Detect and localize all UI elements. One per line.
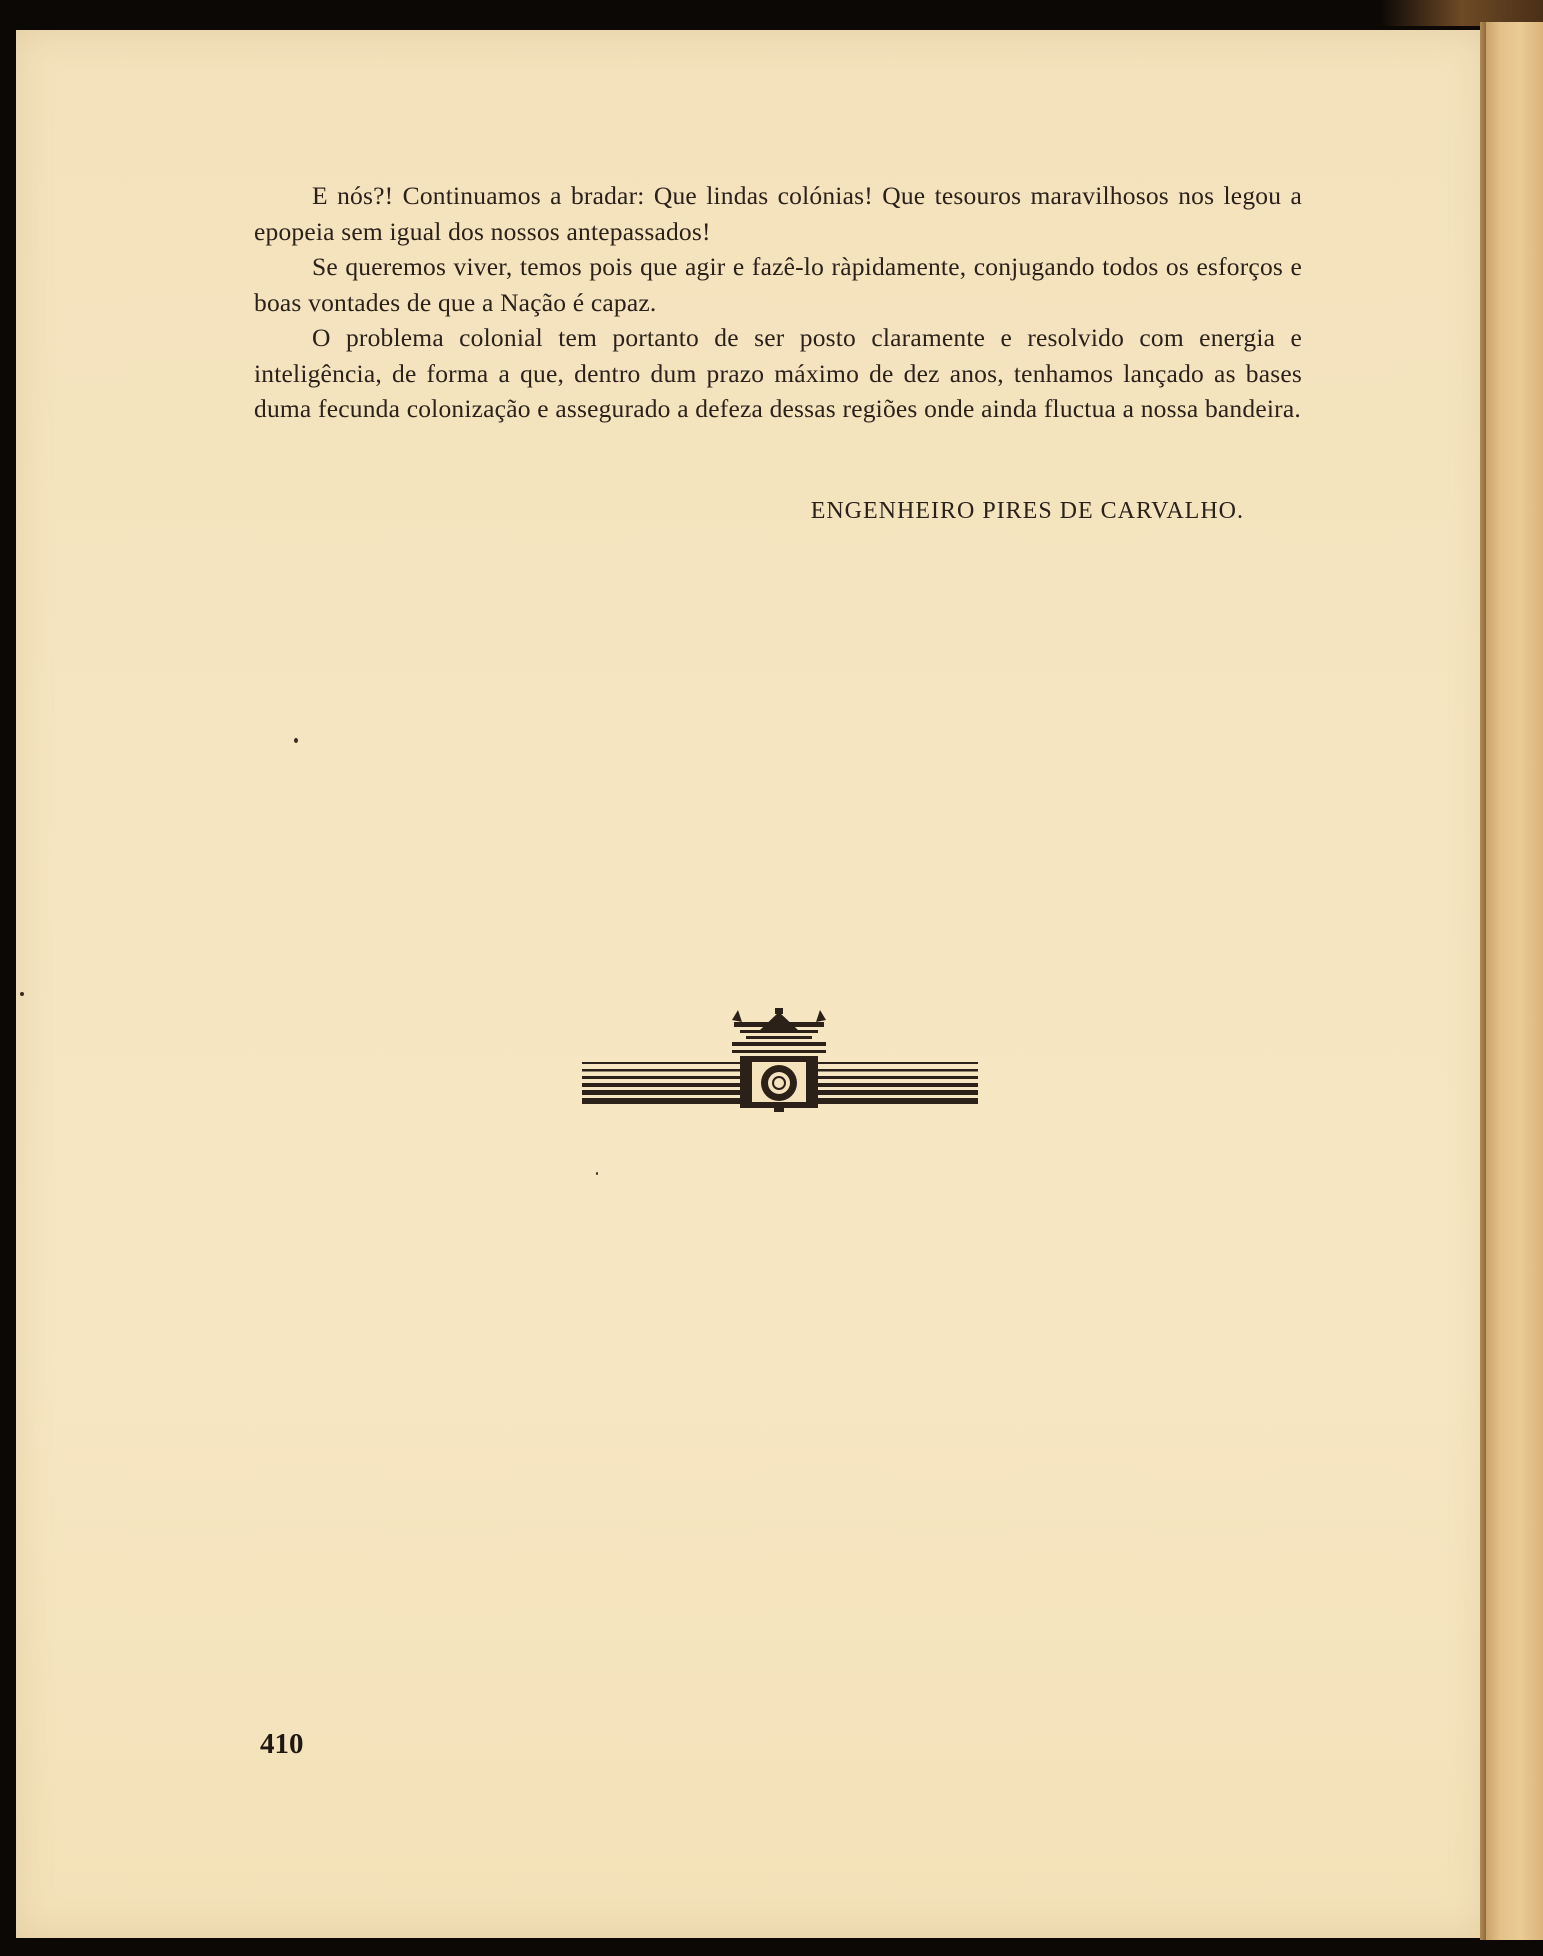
- body-text: [254, 178, 1302, 427]
- paper-speck: [294, 738, 298, 743]
- page-gutter: [1480, 22, 1486, 1940]
- author-signature: ENGENHEIRO PIRES DE CARVALHO.: [810, 498, 1244, 524]
- decorative-vignette-icon: [582, 1006, 978, 1114]
- paper-speck: [596, 1172, 598, 1175]
- adjacent-page-edge: [1486, 22, 1543, 1940]
- paper-speck: [20, 992, 24, 996]
- paragraph-1: E nós?! Continuamos a bradar: Que lindas colónias! Que tesouros maravilhosos nos legou a epopeia sem igual dos nossos antepassados!: [254, 181, 1302, 246]
- paragraph-2: Se queremos viver, temos pois que agir e fazê-lo ràpidamente, conjugando todos os esforços e boas vontades de que a Nação é capaz.: [254, 252, 1302, 317]
- paragraph-3: O problema colonial tem portanto de ser posto claramente e resolvido com energia e inteligência, de forma a que, dentro dum prazo máximo de dez anos, tenhamos lançado as bases duma fecunda colonização e assegurado a defeza dessas regiões onde ainda fluctua a nossa bandeira.: [254, 323, 1302, 423]
- page-number: 410: [260, 1728, 304, 1760]
